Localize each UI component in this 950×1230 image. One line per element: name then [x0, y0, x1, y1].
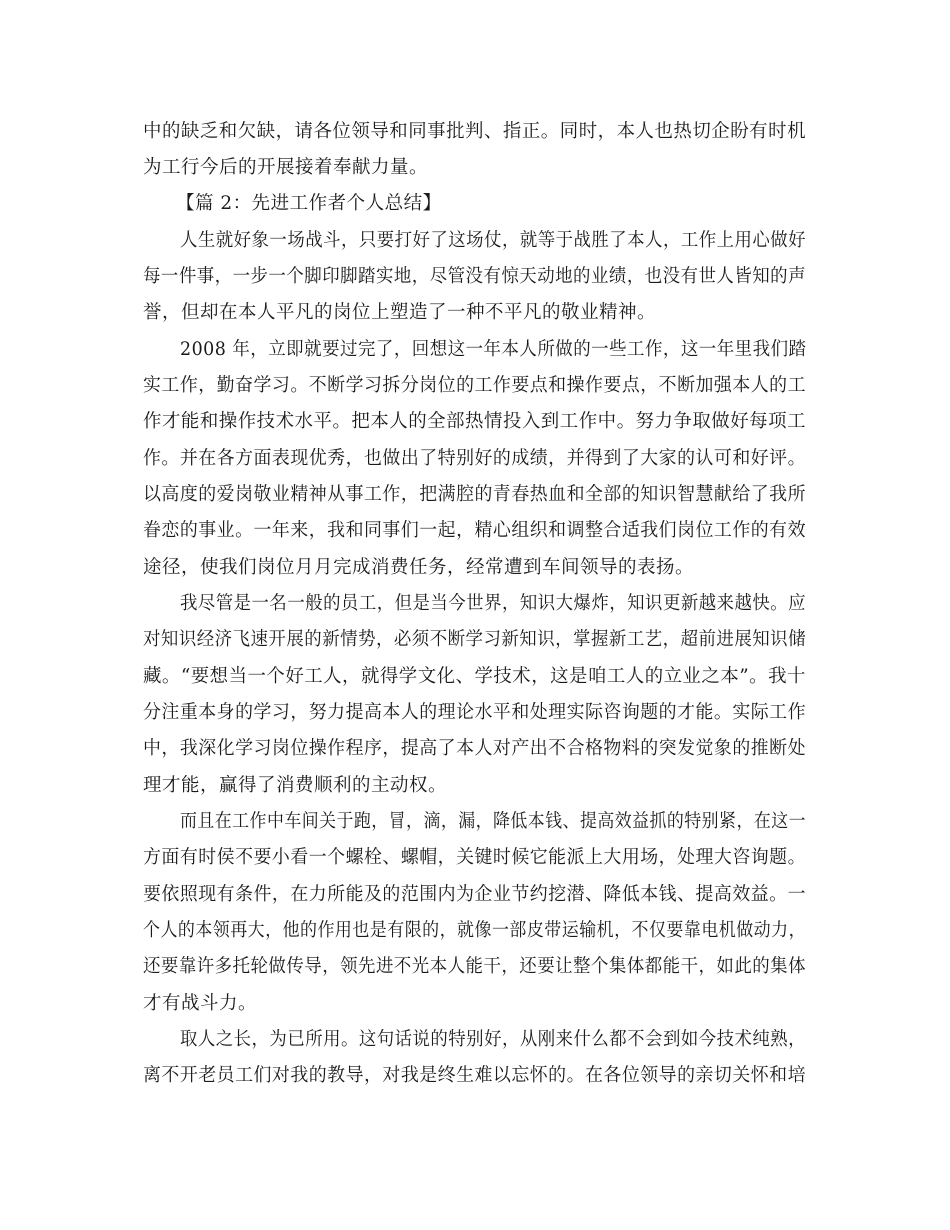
- text-line: 取人之长，为已所用。这句话说的特别好，从刚来什么都不会到如今技术纯熟，: [180, 1029, 807, 1050]
- text-line: 理才能，赢得了消费顺利的主动权。: [143, 775, 448, 796]
- text-line: 作才能和操作技术水平。把本人的全部热情投入到工作中。努力争取做好每项工: [143, 411, 807, 432]
- text-line: 作。并在各方面表现优秀，也做出了特别好的成绩，并得到了大家的认可和好评。: [143, 448, 807, 469]
- text-line: 个人的本领再大，他的作用也是有限的，就像一部皮带运输机，不仅要靠电机做动力，: [143, 920, 807, 941]
- text-line: 为工行今后的开展接着奉献力量。: [143, 157, 429, 178]
- text-line: 途径，使我们岗位月月完成消费任务，经常遭到车间领导的表扬。: [143, 557, 695, 578]
- text-line: 对知识经济飞速开展的新情势，必须不断学习新知识，掌握新工艺，超前进展知识储: [143, 629, 807, 650]
- text-line: 要依照现有条件，在力所能及的范围内为企业节约挖潜、降低本钱、提高效益。一: [143, 884, 807, 905]
- text-line: 人生就好象一场战斗，只要打好了这场仗，就等于战胜了本人，工作上用心做好: [180, 230, 807, 251]
- text-line: 方面有时侯不要小看一个螺栓、螺帽，关键时候它能派上大用场，处理大咨询题。: [143, 847, 807, 868]
- text-line: 我尽管是一名一般的员工，但是当今世界，知识大爆炸，知识更新越来越快。应: [180, 593, 807, 614]
- text-line: 每一件事，一步一个脚印脚踏实地，尽管没有惊天动地的业绩，也没有世人皆知的声: [143, 266, 807, 287]
- text-line: 中，我深化学习岗位操作程序，提高了本人对产出不合格物料的突发觉象的推断处: [143, 738, 807, 759]
- text-line: 分注重本身的学习，努力提高本人的理论水平和处理实际咨询题的才能。实际工作: [143, 702, 807, 723]
- text-line: 才有战斗力。: [143, 993, 258, 1014]
- text-line: 誉，但却在本人平凡的岗位上塑造了一种不平凡的敬业精神。: [143, 302, 657, 323]
- section-heading: 【篇 2：先进工作者个人总结】: [176, 193, 442, 214]
- text-line: 还要靠许多托轮做传导，领先进不光本人能干，还要让整个集体都能干，如此的集体: [143, 956, 807, 977]
- text-line: 2008 年，立即就要过完了，回想这一年本人所做的一些工作，这一年里我们踏: [180, 339, 807, 360]
- text-line: 中的缺乏和欠缺，请各位领导和同事批判、指正。同时，本人也热切企盼有时机: [143, 121, 807, 142]
- text-line: 藏。“要想当一个好工人，就得学文化、学技术，这是咱工人的立业之本”。我十: [143, 666, 806, 687]
- text-line: 实工作，勤奋学习。不断学习拆分岗位的工作要点和操作要点，不断加强本人的工: [143, 375, 807, 396]
- text-line: 以高度的爱岗敬业精神从事工作，把满腔的青春热血和全部的知识智慧献给了我所: [143, 484, 807, 505]
- text-line: 离不开老员工们对我的教导，对我是终生难以忘怀的。在各位领导的亲切关怀和培: [143, 1065, 807, 1086]
- text-line: 眷恋的事业。一年来，我和同事们一起，精心组织和调整合适我们岗位工作的有效: [143, 520, 807, 541]
- text-line: 而且在工作中车间关于跑，冒，滴，漏，降低本钱、提高效益抓的特别紧，在这一: [180, 811, 807, 832]
